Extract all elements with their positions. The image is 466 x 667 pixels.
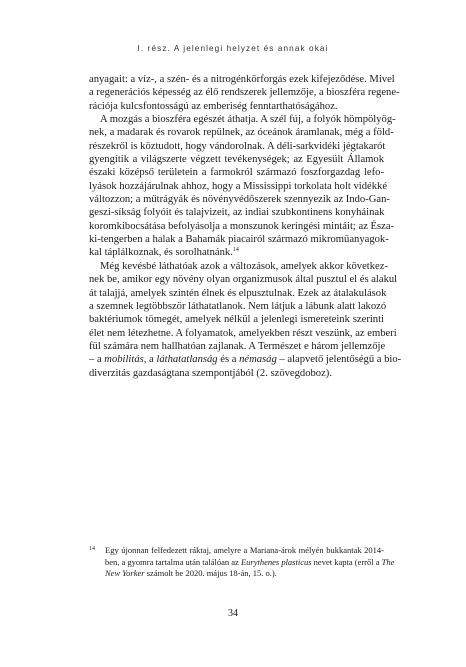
footnote — [89, 545, 395, 580]
footnote-number: 14 — [89, 546, 95, 552]
text-line: változzon; a műtrágyák és növényvédőszerek szennyezik az Indo-Gan- — [89, 194, 390, 206]
text-line: lyások hozzájárulnak ahhoz, hogy a Mississippi torkolata holt vidékké — [89, 180, 388, 192]
text-line: diverzitás gazdaságtana szempontjából (2. szövegdoboz). — [89, 367, 332, 379]
paragraph-3 — [89, 260, 402, 380]
emphasis-term: láthatatlanság — [156, 354, 218, 366]
footnote-reference[interactable]: 14 — [232, 247, 239, 254]
text-line: gyengítik a világszerte végzett tevékenységek; az Egyesült Államok — [89, 154, 384, 166]
text-line: nek be, amikor egy növény olyan organizmusok által pusztul el és alakul — [89, 274, 398, 286]
text-line: – a mobilitás, a láthatatlanság és a némaság – alapvető jelentőségű a bio- — [89, 354, 402, 366]
footnote-line: Egy újonnan felfedezett ráktaj, amelyre a Mariana-árok mélyén bukkantak 2014- — [105, 545, 384, 555]
text-line: ki-tengerben a halak a Bahamák piacairól származó mikroműanyagok- — [89, 234, 389, 246]
emphasis-term: Eurythenes plasticus — [240, 556, 312, 567]
footnote-line: ben, a gyomra tartalma után találóan az Eurythenes plasticus nevet kapta (erről a The — [105, 556, 395, 567]
text-line: Még kevésbé láthatóak azok a változások, amelyek akkor következ- — [100, 260, 388, 272]
text-line: koromkibocsátása befolyásolja a monszunok keringési mintáit; az Észa- — [89, 220, 395, 232]
text-line: rációja kulcsfontosságú az emberiség fenntarthatóságához. — [89, 100, 338, 112]
text-line: élet nem létezhetne. A folyamatok, amelyekben részt veszünk, az emberi — [89, 327, 397, 339]
emphasis-term: New Yorker — [105, 568, 145, 579]
text-line: át talajjá, amelyek szintén élnek és elpusztulnak. Ezek az átalakulások — [89, 287, 387, 299]
text-line: A mozgás a bioszféra egészét áthatja. A szél fúj, a folyók hömpölyög- — [100, 114, 396, 126]
running-header: I. rész. A jelenlegi helyzet és annak okai — [137, 44, 329, 53]
body-text — [89, 73, 402, 380]
text-line: geszi-síkság folyóit és talajvizeit, az indiai szubkontinens konyháinak — [89, 207, 385, 219]
text-line: északi középső területein a farmokról származó foszforgazdag lefo- — [89, 167, 384, 179]
paragraph-2 — [89, 113, 396, 260]
text-line: anyagait: a víz-, a szén- és a nitrogénkörforgás ezek kifejeződése. Mivel — [89, 74, 395, 85]
emphasis-term: The — [381, 556, 395, 567]
text-line: a regenerációs képesség az élő rendszerek jellemzője, a bioszféra regene- — [89, 87, 400, 99]
text-line: kal táplálkoznak, és sorolhatnánk.$^{14}$ — [89, 247, 239, 259]
text-line: baktériumok tömegét, amelyek nélkül a jelenlegi ismereteink szerinti — [89, 314, 384, 326]
emphasis-term: mobilitás — [104, 354, 144, 366]
text-line: részekről is köztudott, hogy vándorolnak. A déli-sarkvidéki jégtakarót — [89, 140, 386, 152]
text-line: nek, a madarak és rovarok repülnek, az óceánok áramlanak, még a föld- — [89, 127, 394, 139]
page-number: 34 — [228, 608, 238, 619]
paragraph-1 — [89, 73, 400, 113]
footnote-line: New Yorker számolt be 2020. május 18-án, 15. o.). — [105, 568, 277, 579]
text-line: fül számára nem hallhatóan zajlanak. A Természet e három jellemzője — [89, 340, 386, 352]
emphasis-term: némaság — [239, 354, 277, 366]
text-line: a szemnek legtöbbször láthatatlanok. Nem látjuk a lábunk alatt lakozó — [89, 300, 387, 312]
